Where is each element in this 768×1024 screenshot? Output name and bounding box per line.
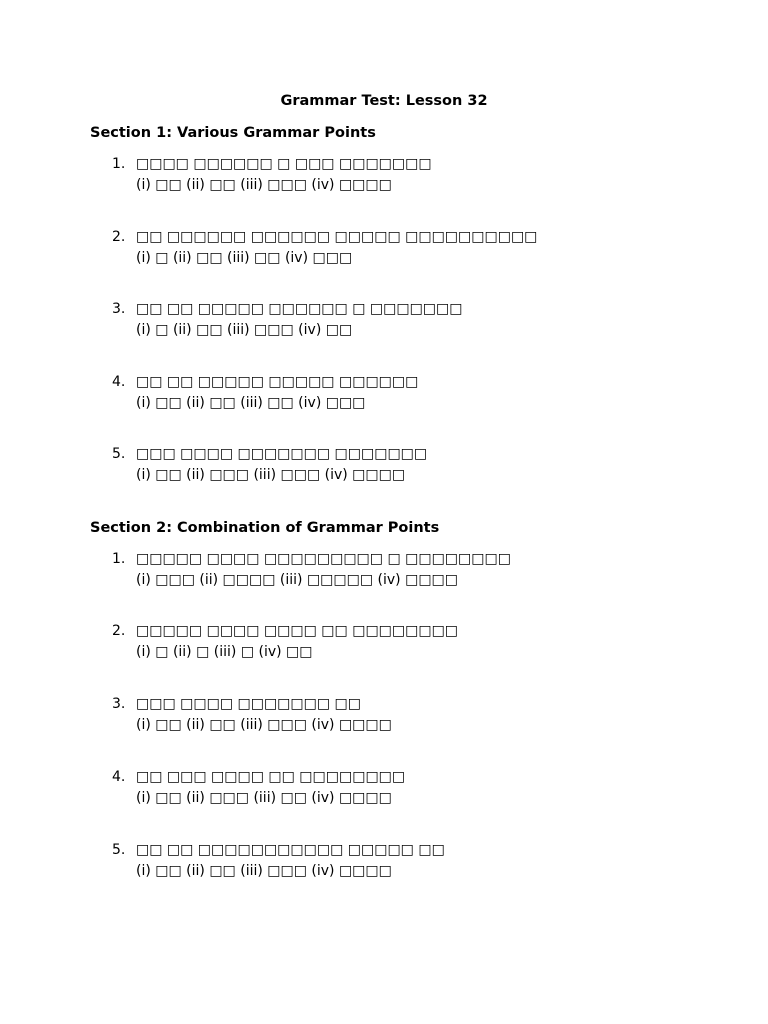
question-text: □□□ □□□□ □□□□□□□ □□: [136, 696, 361, 712]
question-number: 4.: [112, 769, 126, 785]
question-options: (i) □ (ii) □□ (iii) □□□ (iv) □□: [136, 322, 353, 338]
section-2-question-1: [112, 549, 672, 591]
question-text: □□ □□□□□□ □□□□□□ □□□□□ □□□□□□□□□□: [136, 229, 538, 245]
question-number: 1.: [112, 551, 126, 567]
question-text: □□□□ □□□□□□ □ □□□ □□□□□□□: [136, 156, 432, 172]
question-number: 5.: [112, 842, 126, 858]
question-options: (i) □□ (ii) □□ (iii) □□□ (iv) □□□□: [136, 863, 392, 879]
question-options: (i) □□ (ii) □□ (iii) □□□ (iv) □□□□: [136, 717, 392, 733]
question-number: 1.: [112, 156, 126, 172]
question-number: 3.: [112, 301, 126, 317]
section-1-heading: Section 1: Various Grammar Points: [90, 125, 376, 141]
question-options: (i) □□ (ii) □□ (iii) □□□ (iv) □□□□: [136, 177, 392, 193]
question-number: 2.: [112, 623, 126, 639]
question-options: (i) □ (ii) □ (iii) □ (iv) □□: [136, 644, 313, 660]
section-1-question-5: [112, 444, 672, 486]
question-options: (i) □□ (ii) □□ (iii) □□ (iv) □□□: [136, 395, 366, 411]
question-number: 3.: [112, 696, 126, 712]
section-2-question-4: [112, 767, 672, 809]
question-text: □□□□□ □□□□ □□□□□□□□□ □ □□□□□□□□: [136, 551, 511, 567]
question-number: 2.: [112, 229, 126, 245]
question-text: □□ □□ □□□□□□□□□□□ □□□□□ □□: [136, 842, 445, 858]
question-text: □□ □□ □□□□□ □□□□□ □□□□□□: [136, 374, 419, 390]
question-text: □□□ □□□□ □□□□□□□ □□□□□□□: [136, 446, 428, 462]
question-text: □□□□□ □□□□ □□□□ □□ □□□□□□□□: [136, 623, 459, 639]
question-number: 4.: [112, 374, 126, 390]
section-1-question-2: [112, 227, 672, 269]
question-options: (i) □□□ (ii) □□□□ (iii) □□□□□ (iv) □□□□: [136, 572, 458, 588]
question-options: (i) □□ (ii) □□□ (iii) □□ (iv) □□□□: [136, 790, 392, 806]
section-2-question-2: [112, 621, 672, 663]
section-1-question-4: [112, 372, 672, 414]
page-title: Grammar Test: Lesson 32: [280, 93, 488, 109]
section-2-question-3: [112, 694, 672, 736]
question-options: (i) □□ (ii) □□□ (iii) □□□ (iv) □□□□: [136, 467, 406, 483]
section-1-question-3: [112, 299, 672, 341]
section-1-question-1: [112, 154, 672, 196]
section-2-question-5: [112, 840, 672, 882]
question-options: (i) □ (ii) □□ (iii) □□ (iv) □□□: [136, 250, 353, 266]
question-number: 5.: [112, 446, 126, 462]
question-text: □□ □□ □□□□□ □□□□□□ □ □□□□□□□: [136, 301, 463, 317]
section-2-heading: Section 2: Combination of Grammar Points: [90, 520, 440, 536]
question-text: □□ □□□ □□□□ □□ □□□□□□□□: [136, 769, 406, 785]
